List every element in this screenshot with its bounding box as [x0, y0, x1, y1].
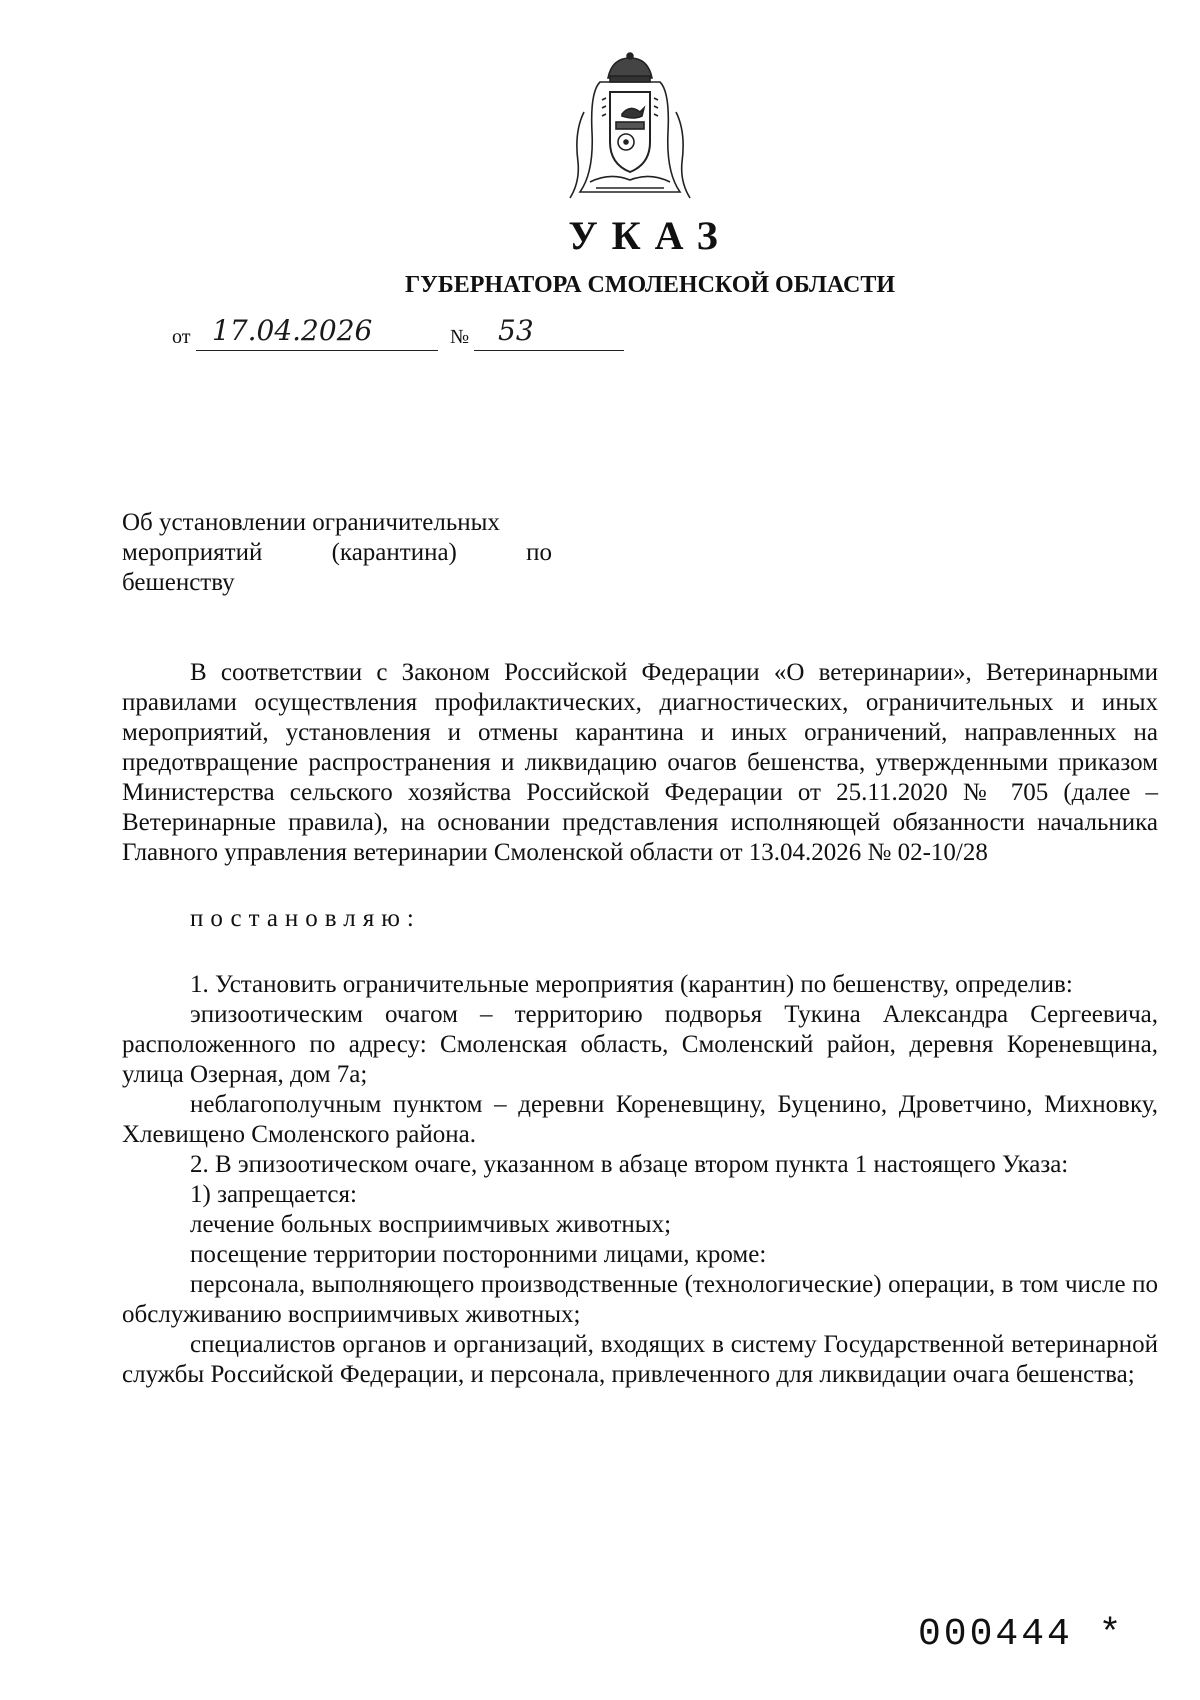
paragraph-2-1-a: лечение больных восприимчивых животных; [190, 1211, 672, 1238]
number-handwritten: 53 [498, 314, 534, 347]
serial-number: 000444 * [918, 1613, 1125, 1656]
paragraph-2-1: 1) запрещается: [190, 1181, 357, 1208]
paragraph-1-point: неблагополучным пунктом – деревни Кореневщину, Буценино, Дроветчино, Михновку, Хлевищено Смоленского района. [122, 1091, 1158, 1148]
preamble-paragraph: В соответствии с Законом Российской Федерации «О ветеринарии», Ветеринарными правилами осуществления профилактических, диагностических, ограничительных и иных мероприятий, установления и отмены карантина и иных ограничений, направленных на предотвращение распространения и ликвидацию очагов бешенства, утвержденными приказом Министерства сельского хозяйства Российской Федерации от 25.11.2020 № 705 (далее – Ветеринарные правила), на основании представления исполняющей обязанности начальника Главного управления ветеринарии Смоленской области от 13.04.2026 № 02-10/28 [122, 659, 1158, 866]
paragraph-2: 2. В эпизоотическом очаге, указанном в абзаце втором пункта 1 настоящего Указа: [190, 1151, 1069, 1178]
subject-line-1: Об установлении ограничительных [122, 509, 500, 536]
date-underline [196, 350, 438, 351]
number-prefix: № [450, 326, 470, 348]
coat-of-arms-emblem [560, 52, 700, 202]
paragraph-1-focus: эпизоотическим очагом – территорию подворья Тукина Александра Сергеевича, расположенного по адресу: Смоленская область, Смоленский район, деревня Кореневщина, улица Озерная, дом 7а; [122, 1001, 1158, 1088]
number-underline [474, 350, 624, 351]
document-body [122, 658, 1158, 1390]
document-subtitle: ГУБЕРНАТОРА СМОЛЕНСКОЙ ОБЛАСТИ [404, 272, 896, 298]
document-title: УКАЗ [568, 213, 732, 258]
date-prefix: от [172, 326, 191, 348]
paragraph-2-1-d: специалистов органов и организаций, входящих в систему Государственной ветеринарной службы Российской Федерации, и персонала, привлеченного для ликвидации очага бешенства; [122, 1331, 1158, 1388]
date-handwritten: 17.04.2026 [212, 314, 373, 347]
document-subject [122, 508, 552, 598]
paragraph-2-1-c: персонала, выполняющего производственные (технологические) операции, в том числе по обслуживанию восприимчивых животных; [122, 1271, 1158, 1328]
paragraph-2-1-b: посещение территории посторонними лицами, кроме: [190, 1241, 767, 1268]
resolve-word: постановляю: [190, 905, 421, 932]
paragraph-1: 1. Установить ограничительные мероприятия (карантин) по бешенству, определив: [190, 971, 1073, 998]
subject-line-3: бешенству [122, 569, 235, 596]
subject-line-2: мероприятий (карантина) по [122, 539, 552, 566]
